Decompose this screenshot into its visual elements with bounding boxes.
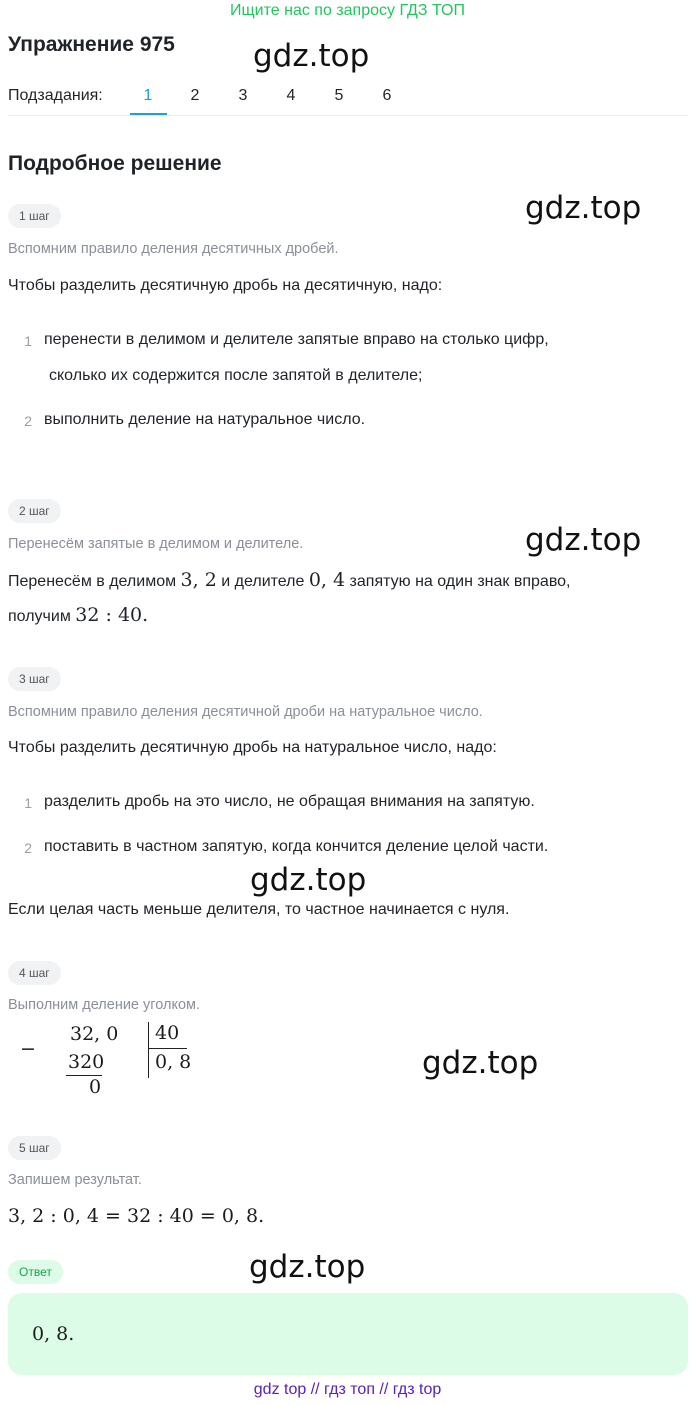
division-corner-horizontal	[149, 1048, 187, 1049]
list-number: 1	[24, 795, 32, 811]
list-number: 2	[24, 840, 32, 856]
page-title: Упражнение 975	[8, 33, 175, 56]
result-formula: 3, 2 : 0, 4 = 32 : 40 = 0, 8.	[8, 1205, 265, 1227]
tab-subtask-4[interactable]: 4	[286, 87, 296, 104]
division-minus: −	[20, 1038, 36, 1060]
tab-subtask-1[interactable]: 1	[143, 87, 153, 104]
answer-box	[8, 1293, 688, 1375]
watermark: gdz.top	[253, 38, 370, 74]
answer-badge: Ответ	[8, 1260, 63, 1284]
footer-links[interactable]: gdz top // гдз топ // гдз top	[253, 1381, 442, 1398]
list-item-continuation: сколько их содержится после запятой в делителе;	[49, 367, 423, 384]
watermark: gdz.top	[250, 862, 367, 898]
subtasks-label: Подзадания:	[8, 87, 103, 104]
tab-subtask-5[interactable]: 5	[334, 87, 344, 104]
list-number: 2	[24, 413, 32, 429]
step-text: Чтобы разделить десятичную дробь на натуральное число, надо:	[8, 739, 497, 756]
step-badge-3: 3 шаг	[8, 667, 61, 691]
step-hint-3: Вспомним правило деления десятичной дроби на натуральное число.	[8, 704, 483, 720]
list-item: перенести в делимом и делителе запятые вправо на столько цифр,	[44, 331, 549, 348]
list-item: поставить в частном запятую, когда кончится деление целой части.	[44, 838, 549, 855]
step-text: Перенесём в делимом 3, 2 и делителе 0, 4 запятую на один знак вправо,	[8, 569, 571, 591]
step-badge-4: 4 шаг	[8, 961, 61, 985]
step-badge-1: 1 шаг	[8, 204, 61, 228]
active-tab-indicator	[130, 113, 167, 115]
tab-subtask-2[interactable]: 2	[190, 87, 200, 104]
step-text: Чтобы разделить десятичную дробь на десятичную, надо:	[8, 277, 443, 294]
step-hint-2: Перенесём запятые в делимом и делителе.	[8, 536, 304, 552]
division-corner-vertical	[148, 1022, 149, 1078]
list-item: разделить дробь на это число, не обращая внимания на запятую.	[44, 793, 535, 810]
division-subtract: 320	[68, 1051, 105, 1073]
math-inline: 0, 4	[308, 569, 346, 591]
promo-banner: Ищите нас по запросу ГДЗ ТОП	[230, 2, 465, 19]
division-dividend: 32, 0	[70, 1023, 119, 1045]
list-number: 1	[24, 333, 32, 349]
watermark: gdz.top	[422, 1045, 539, 1081]
step-badge-2: 2 шаг	[8, 499, 61, 523]
step-hint-5: Запишем результат.	[8, 1172, 142, 1188]
math-inline: 3, 2	[180, 569, 217, 591]
division-divisor: 40	[155, 1022, 180, 1044]
step-hint-4: Выполним деление уголком.	[8, 997, 201, 1013]
division-quotient: 0, 8	[155, 1051, 192, 1073]
step-text: Если целая часть меньше делителя, то частное начинается с нуля.	[8, 901, 510, 918]
watermark: gdz.top	[525, 522, 642, 558]
answer-value: 0, 8.	[32, 1323, 75, 1345]
math-inline: 32 : 40.	[75, 604, 149, 626]
tab-subtask-6[interactable]: 6	[382, 87, 392, 104]
solution-title: Подробное решение	[8, 152, 222, 175]
watermark: gdz.top	[525, 190, 642, 226]
step-text: получим 32 : 40.	[8, 604, 149, 626]
list-item: выполнить деление на натуральное число.	[44, 411, 366, 428]
step-badge-5: 5 шаг	[8, 1136, 61, 1160]
division-remainder: 0	[89, 1076, 102, 1098]
step-hint-1: Вспомним правило деления десятичных дробей.	[8, 241, 339, 257]
tab-subtask-3[interactable]: 3	[238, 87, 248, 104]
tabs-divider	[8, 115, 688, 116]
watermark: gdz.top	[249, 1249, 366, 1285]
